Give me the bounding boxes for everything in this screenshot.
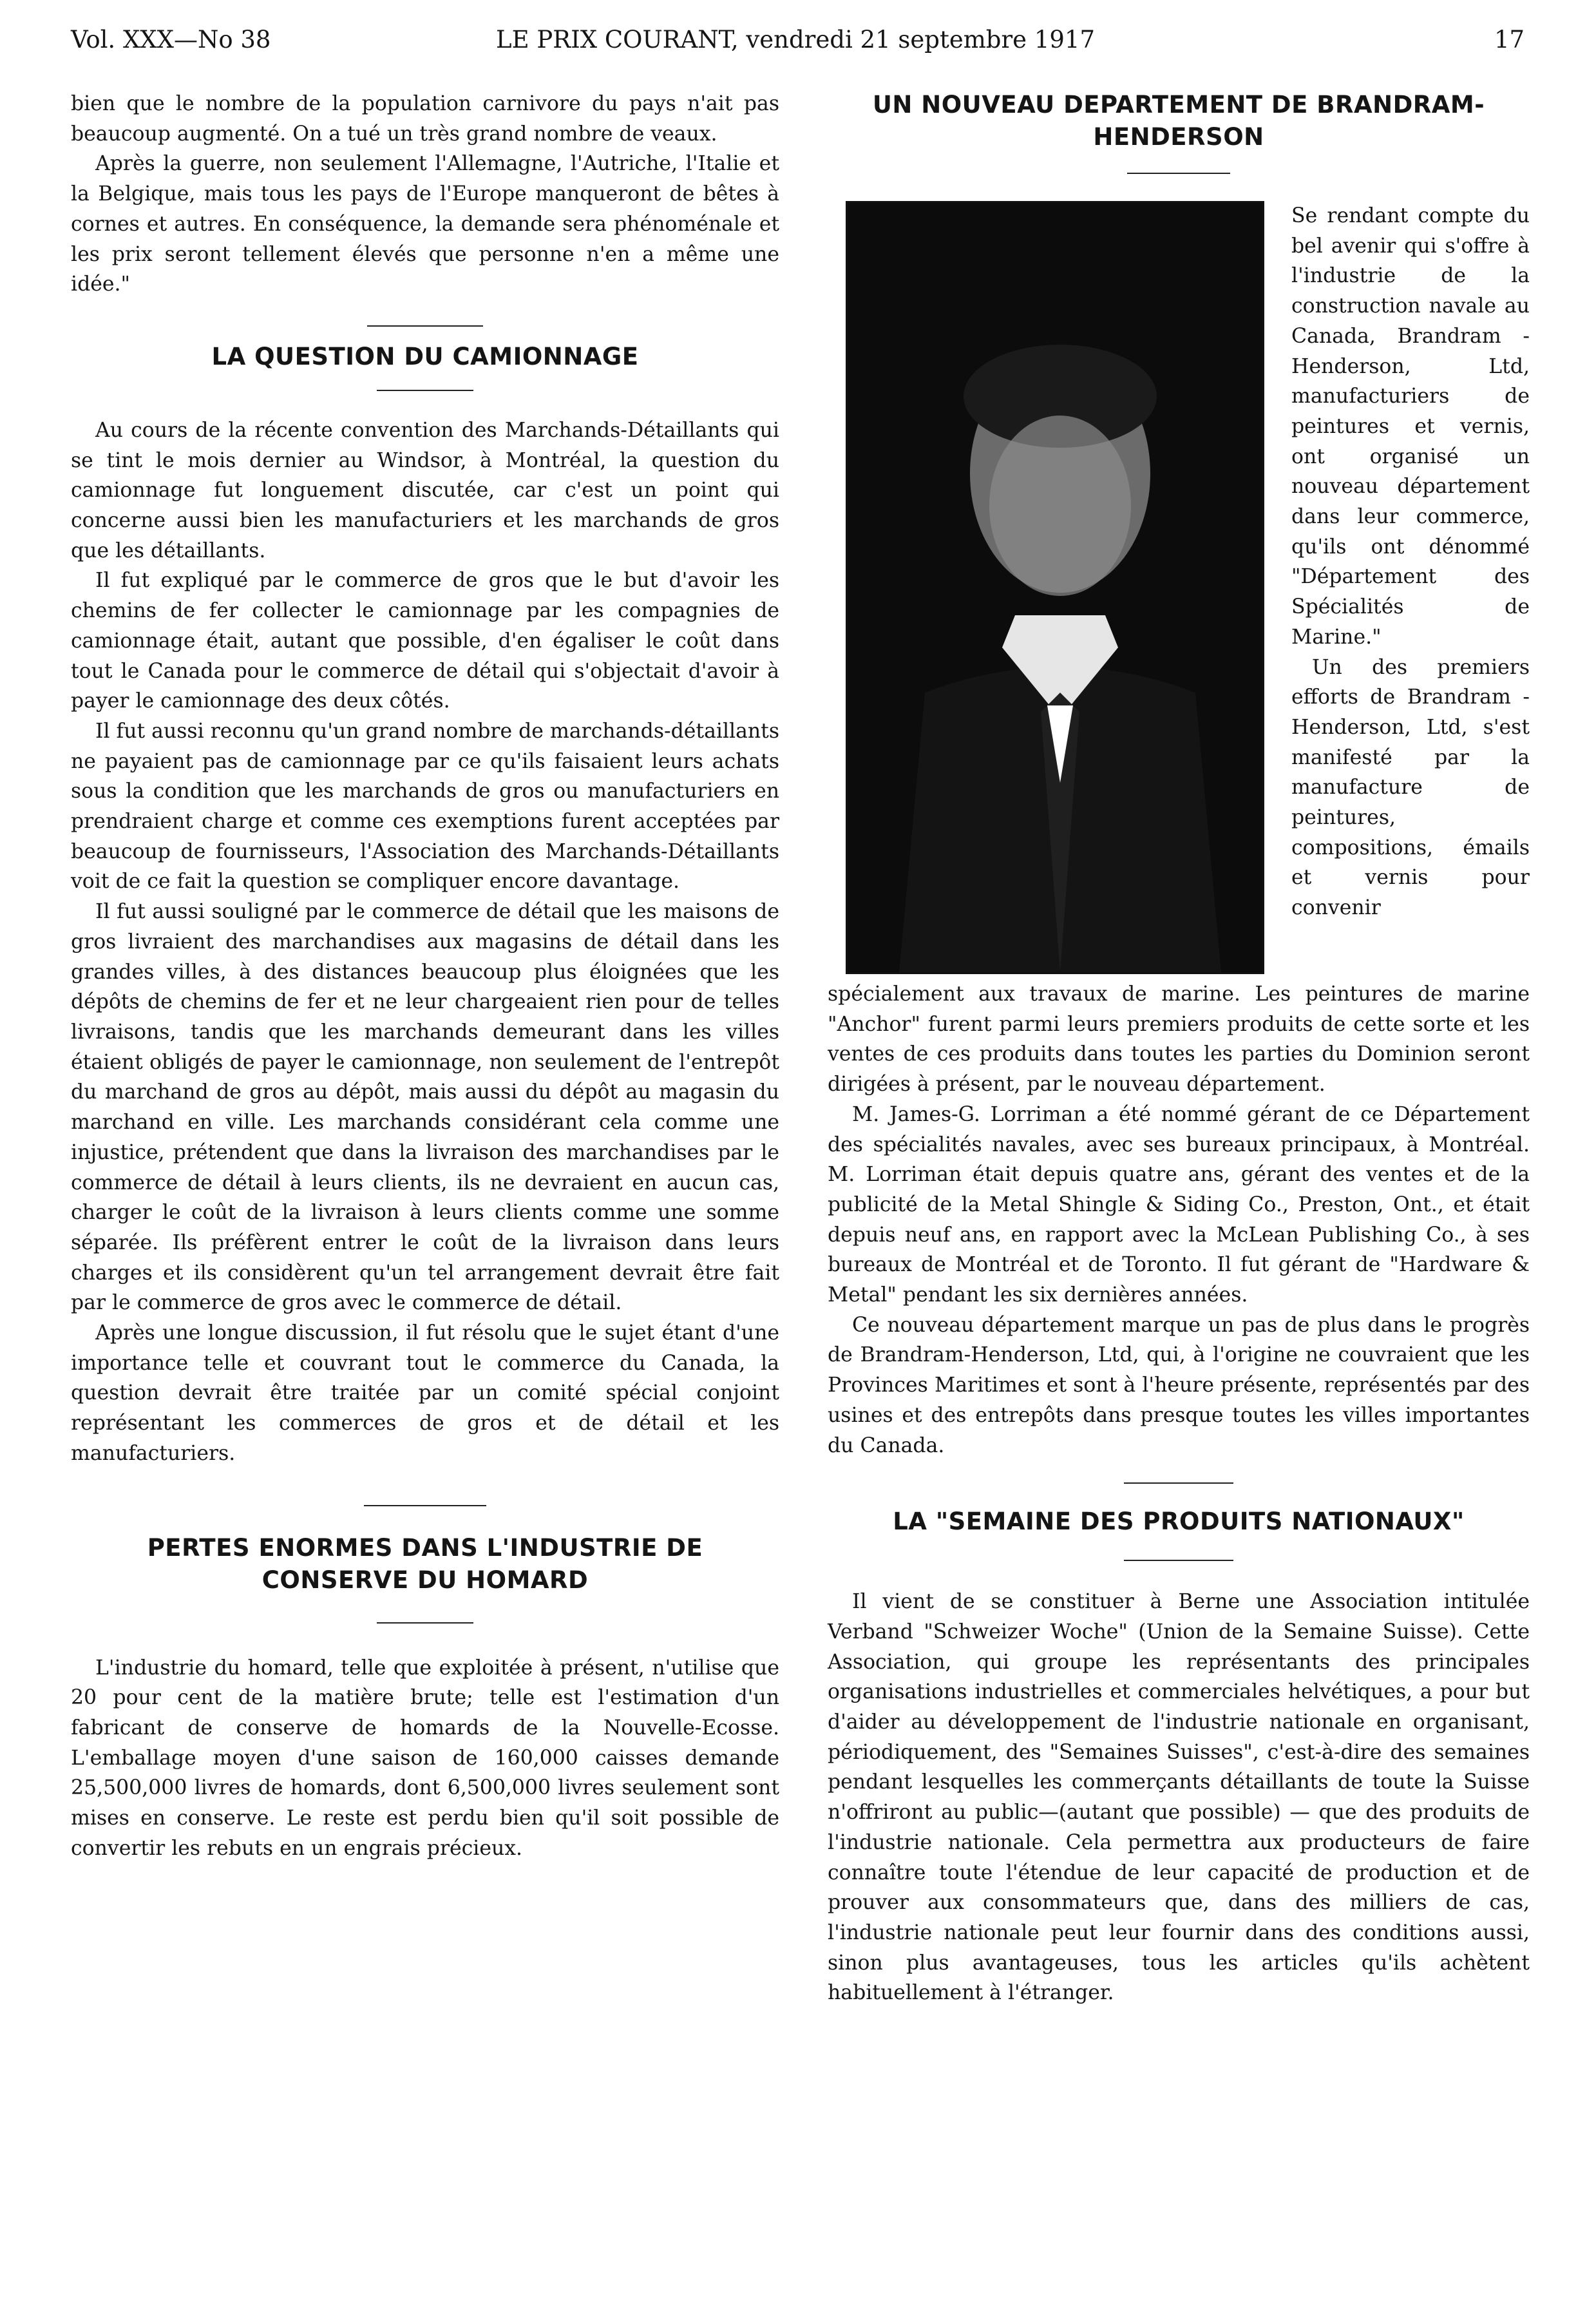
section-divider xyxy=(364,1505,486,1506)
article-body xyxy=(828,979,1530,1461)
article-paragraph: Ce nouveau département marque un pas de plus dans le progrès de Brandram-Henderson, Ltd, qui, à l'origine ne couvraient que les Provinces Maritimes et sont à l'heure présente, représentés par des usines et des entrepôts dans presque toutes les villes importantes du Canada. xyxy=(828,1313,1530,1457)
title-rule xyxy=(1127,173,1230,174)
article-body xyxy=(71,416,779,1469)
article-paragraph: Il fut aussi reconnu qu'un grand nombre de marchands-détaillants ne payaient pas de camionnage par ce qu'ils faisaient leurs achats sous la condition que les marchands de gros ou manufacturiers en prendraient charge et comme ces exemptions furent acceptées par beaucoup de fournisseurs, l'Association des Marchands-Détaillants voit de ce fait la question se compliquer encore davantage. xyxy=(71,719,779,894)
page-header xyxy=(71,26,1526,64)
article-paragraph: Se rendant compte du bel avenir qui s'offre à l'industrie de la construction navale au Canada, Brandram - Henderson, Ltd, manufacturiers de peintures et vernis, ont organisé un nouveau département dans leur commerce, qu'ils ont dénommé "Département des Spécialités de Marine." xyxy=(1291,204,1530,649)
photo-side-text xyxy=(1291,201,1530,923)
portrait-image xyxy=(848,203,1262,972)
article-paragraph: Après une longue discussion, il fut résolu que le sujet étant d'une importance telle et couvrant tout le commerce du Canada, la question devrait être traitée par un comité spécial conjoint représentant les commerces de gros et de détail et les manufacturiers. xyxy=(71,1321,779,1465)
article-paragraph: spécialement aux travaux de marine. Les peintures de marine "Anchor" furent parmi leurs premiers produits de cette sorte et les ventes de ces produits dans toutes les parties du Dominion seront dirigées à présent, par le nouveau département. xyxy=(828,982,1530,1097)
article-paragraph: L'industrie du homard, telle que exploitée à présent, n'utilise que 20 pour cent de la matière brute; telle est l'estimation d'un fabricant de conserve de homards de la Nouvelle-Ecosse. L'emballage moyen d'une saison de 160,000 caisses demande 25,500,000 livres de homards, dont 6,500,000 livres seulement sont mises en conserve. Le reste est perdu bien qu'il soit possible de convertir les rebuts en un engrais précieux. xyxy=(71,1656,779,1860)
article-paragraph: Un des premiers efforts de Brandram - Henderson, Ltd, s'est manifesté par la manufacture de peintures, compositions, émails et vernis pour convenir xyxy=(1291,655,1530,920)
volume-number: Vol. XXX—No 38 xyxy=(71,26,271,53)
photo-block xyxy=(828,201,1530,979)
article-title: UN NOUVEAU DEPARTEMENT DE BRANDRAM-HENDERSON xyxy=(872,91,1485,151)
article-paragraph: M. James-G. Lorriman a été nommé gérant de ce Département des spécialités navales, avec ses bureaux principaux, à Montréal. M. Lorriman était depuis quatre ans, gérant des ventes et de la publicité de la Metal Shingle & Siding Co., Preston, Ont., et était depuis neuf ans, en rapport avec la McLean Publishing Co., à ses bureaux de Montréal et de Toronto. Il fut gérant de "Hardware & Metal" pendant les six dernières années. xyxy=(828,1102,1530,1307)
page-number: 17 xyxy=(1494,26,1525,53)
section-divider xyxy=(1124,1482,1233,1484)
article-paragraph: Il fut expliqué par le commerce de gros que le but d'avoir les chemins de fer collecter le camionnage par les compagnies de camionnage était, autant que possible, d'en égaliser le coût dans tout le Canada pour le commerce de détail qui s'objectait d'avoir à payer le camionnage des deux côtés. xyxy=(71,569,779,713)
section-divider xyxy=(367,325,483,327)
right-column xyxy=(828,89,1530,2008)
title-rule xyxy=(377,390,473,391)
publication-title-date: LE PRIX COURANT, vendredi 21 septembre 1917 xyxy=(496,26,1095,53)
article-paragraph: Il vient de se constituer à Berne une Association intitulée Verband "Schweizer Woche" (Union de la Semaine Suisse). Cette Association, qui groupe les représentants des principales organisations industrielles et commerciales helvétiques, a pour but d'aider au développement de l'industrie nationale en organisant, périodiquement, des "Semaines Suisses", c'est-à-dire des semaines pendant lesquelles les commerçants détaillants de toute la Suisse n'offriront au public—(autant que possible) — que des produits de l'industrie nationale. Cela permettra aux producteurs de faire connaître toute l'étendue de leur capacité de production et de prouver aux consommateurs que, dans des milliers de cas, l'industrie nationale peut leur fournir dans des conditions aussi, sinon plus avantageuses, tous les articles qu'ils achètent habituellement à l'étranger. xyxy=(828,1590,1530,2005)
article-body xyxy=(828,1587,1530,2008)
portrait-photo xyxy=(846,201,1264,974)
article-title: LA QUESTION DU CAMIONNAGE xyxy=(211,342,639,370)
article-paragraph: Au cours de la récente convention des Marchands-Détaillants qui se tint le mois dernier au Windsor, à Montréal, la question du camionnage fut longuement discutée, car c'est un point qui concerne aussi bien les manufacturiers et les marchands de gros que les détaillants. xyxy=(71,418,779,562)
continued-paragraph: bien que le nombre de la population carnivore du pays n'ait pas beaucoup augmenté. On a tué un très grand nombre de veaux. xyxy=(71,92,779,146)
title-rule xyxy=(1124,1560,1233,1561)
article-title: PERTES ENORMES DANS L'INDUSTRIE DE CONSERVE DU HOMARD xyxy=(147,1533,703,1594)
article-title: LA "SEMAINE DES PRODUITS NATIONAUX" xyxy=(893,1508,1465,1536)
article-paragraph: Il fut aussi souligné par le commerce de détail que les maisons de gros livraient des marchandises aux magasins de détail dans les grandes villes, à des distances beaucoup plus éloignées que les dépôts de chemins de fer et ne leur chargeaient rien pour de telles livraisons, tandis que les marchands demeurant dans les villes étaient obligés de payer le camionnage, non seulement de l'entrepôt du marchand de gros au dépôt, mais aussi du dépôt au magasin du marchand en ville. Les marchands considérant cela comme une injustice, prétendent que dans la livraison des marchandises par le commerce de détail à leurs clients, ils ne devraient en aucun cas, charger le coût de la livraison à leurs clients comme une somme séparée. Ils préfèrent entrer le coût de la livraison dans leurs charges et ils considèrent qu'un tel arrangement devrait être fait par le commerce de gros avec le commerce de détail. xyxy=(71,900,779,1315)
title-rule xyxy=(377,1622,473,1624)
left-column xyxy=(71,89,779,1863)
article-body xyxy=(71,1653,779,1864)
continued-paragraph: Après la guerre, non seulement l'Allemagne, l'Autriche, l'Italie et la Belgique, mais tous les pays de l'Europe manqueront de bêtes à cornes et autres. En conséquence, la demande sera phénoménale et les prix seront tellement élevés que personne n'en a même une idée." xyxy=(71,152,779,296)
